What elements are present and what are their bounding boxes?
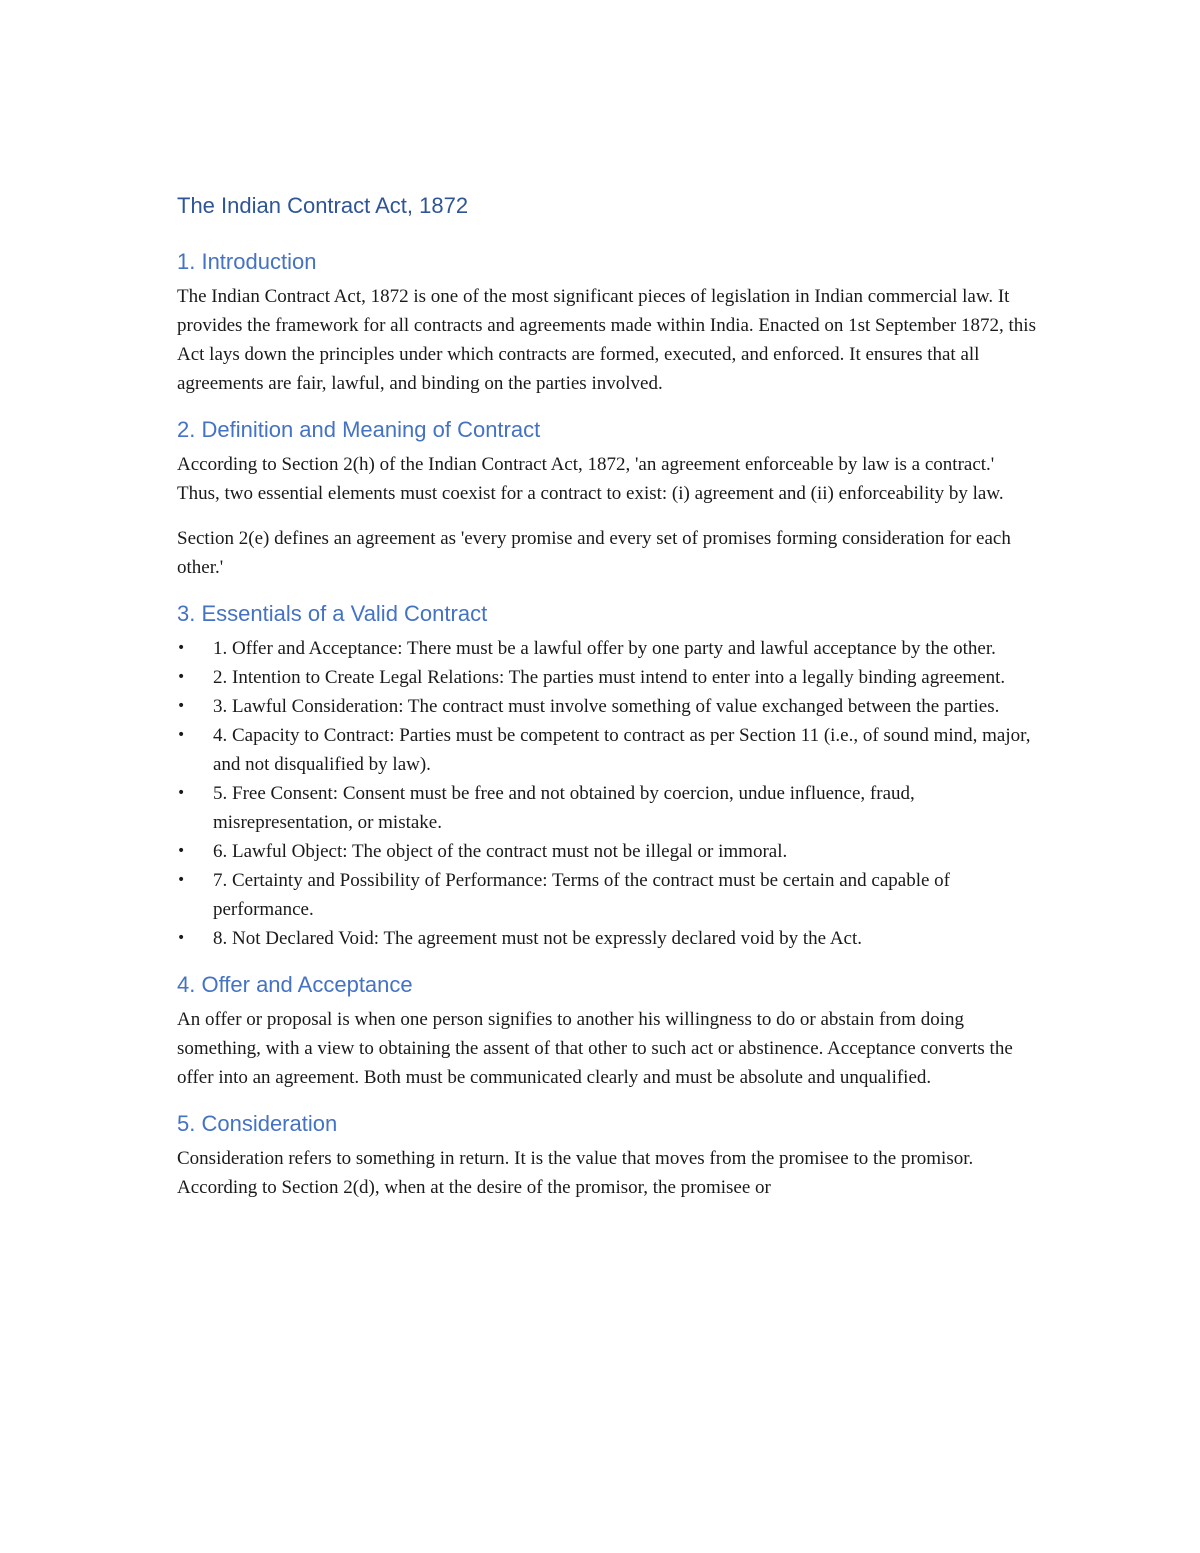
paragraph: The Indian Contract Act, 1872 is one of the most significant pieces of legislation in Indian commercial law. It provides the framework for all contracts and agreements made within India. Enacted on 1st September 1872, this Act lays down the principles under which contracts are formed, executed, and enforced. It ensures that all agreements are fair, lawful, and binding on the parties involved. (177, 286, 1036, 394)
list-item (177, 663, 1037, 692)
section-heading: 4. Offer and Acceptance (177, 972, 413, 997)
section-offer-acceptance (177, 969, 1037, 1092)
list-item-text: 8. Not Declared Void: The agreement must not be expressly declared void by the Act. (213, 928, 862, 949)
section-heading: 1. Introduction (177, 249, 317, 274)
section-heading: 3. Essentials of a Valid Contract (177, 601, 488, 626)
section-consideration (177, 1108, 1037, 1202)
section-definition (177, 414, 1037, 582)
section-heading: 2. Definition and Meaning of Contract (177, 417, 541, 442)
essentials-list (177, 634, 1037, 953)
section-introduction (177, 246, 1037, 398)
paragraph: According to Section 2(h) of the Indian Contract Act, 1872, 'an agreement enforceable by law is a contract.' Thus, two essential elements must coexist for a contract to exist: (i) agreement and (ii) enforceability by law. (177, 454, 1004, 504)
list-item (177, 634, 1037, 663)
bullet-icon: • (177, 698, 186, 714)
list-item (177, 837, 1037, 866)
document-title: The Indian Contract Act, 1872 (177, 193, 469, 218)
list-item (177, 924, 1037, 953)
list-item (177, 779, 1037, 837)
section-essentials (177, 598, 1037, 953)
list-item-text: 5. Free Consent: Consent must be free and not obtained by coercion, undue influence, fraud, misrepresentation, or mistake. (213, 783, 915, 833)
document-page (177, 190, 1037, 1218)
paragraph: Section 2(e) defines an agreement as 'every promise and every set of promises forming consideration for each other.' (177, 528, 1011, 578)
list-item-text: 6. Lawful Object: The object of the contract must not be illegal or immoral. (213, 841, 788, 862)
bullet-icon: • (177, 785, 186, 801)
list-item (177, 866, 1037, 924)
paragraph: An offer or proposal is when one person signifies to another his willingness to do or abstain from doing something, with a view to obtaining the assent of that other to such act or abstinence. Acceptance converts the offer into an agreement. Both must be communicated clearly and must be absolute and unqualified. (177, 1009, 1013, 1088)
list-item (177, 692, 1037, 721)
bullet-icon: • (177, 727, 186, 743)
list-item-text: 1. Offer and Acceptance: There must be a lawful offer by one party and lawful acceptance by the other. (213, 638, 996, 659)
bullet-icon: • (177, 640, 186, 656)
bullet-icon: • (177, 930, 186, 946)
list-item-text: 4. Capacity to Contract: Parties must be competent to contract as per Section 11 (i.e., of sound mind, major, and not disqualified by law). (213, 725, 1031, 775)
list-item (177, 721, 1037, 779)
list-item-text: 3. Lawful Consideration: The contract must involve something of value exchanged between the parties. (213, 696, 1000, 717)
paragraph: Consideration refers to something in return. It is the value that moves from the promisee to the promisor. According to Section 2(d), when at the desire of the promisor, the promisee or (177, 1148, 974, 1198)
list-item-text: 2. Intention to Create Legal Relations: The parties must intend to enter into a legally binding agreement. (213, 667, 1006, 688)
list-item-text: 7. Certainty and Possibility of Performance: Terms of the contract must be certain and capable of performance. (213, 870, 950, 920)
bullet-icon: • (177, 872, 186, 888)
section-heading: 5. Consideration (177, 1111, 338, 1136)
bullet-icon: • (177, 669, 186, 685)
bullet-icon: • (177, 843, 186, 859)
